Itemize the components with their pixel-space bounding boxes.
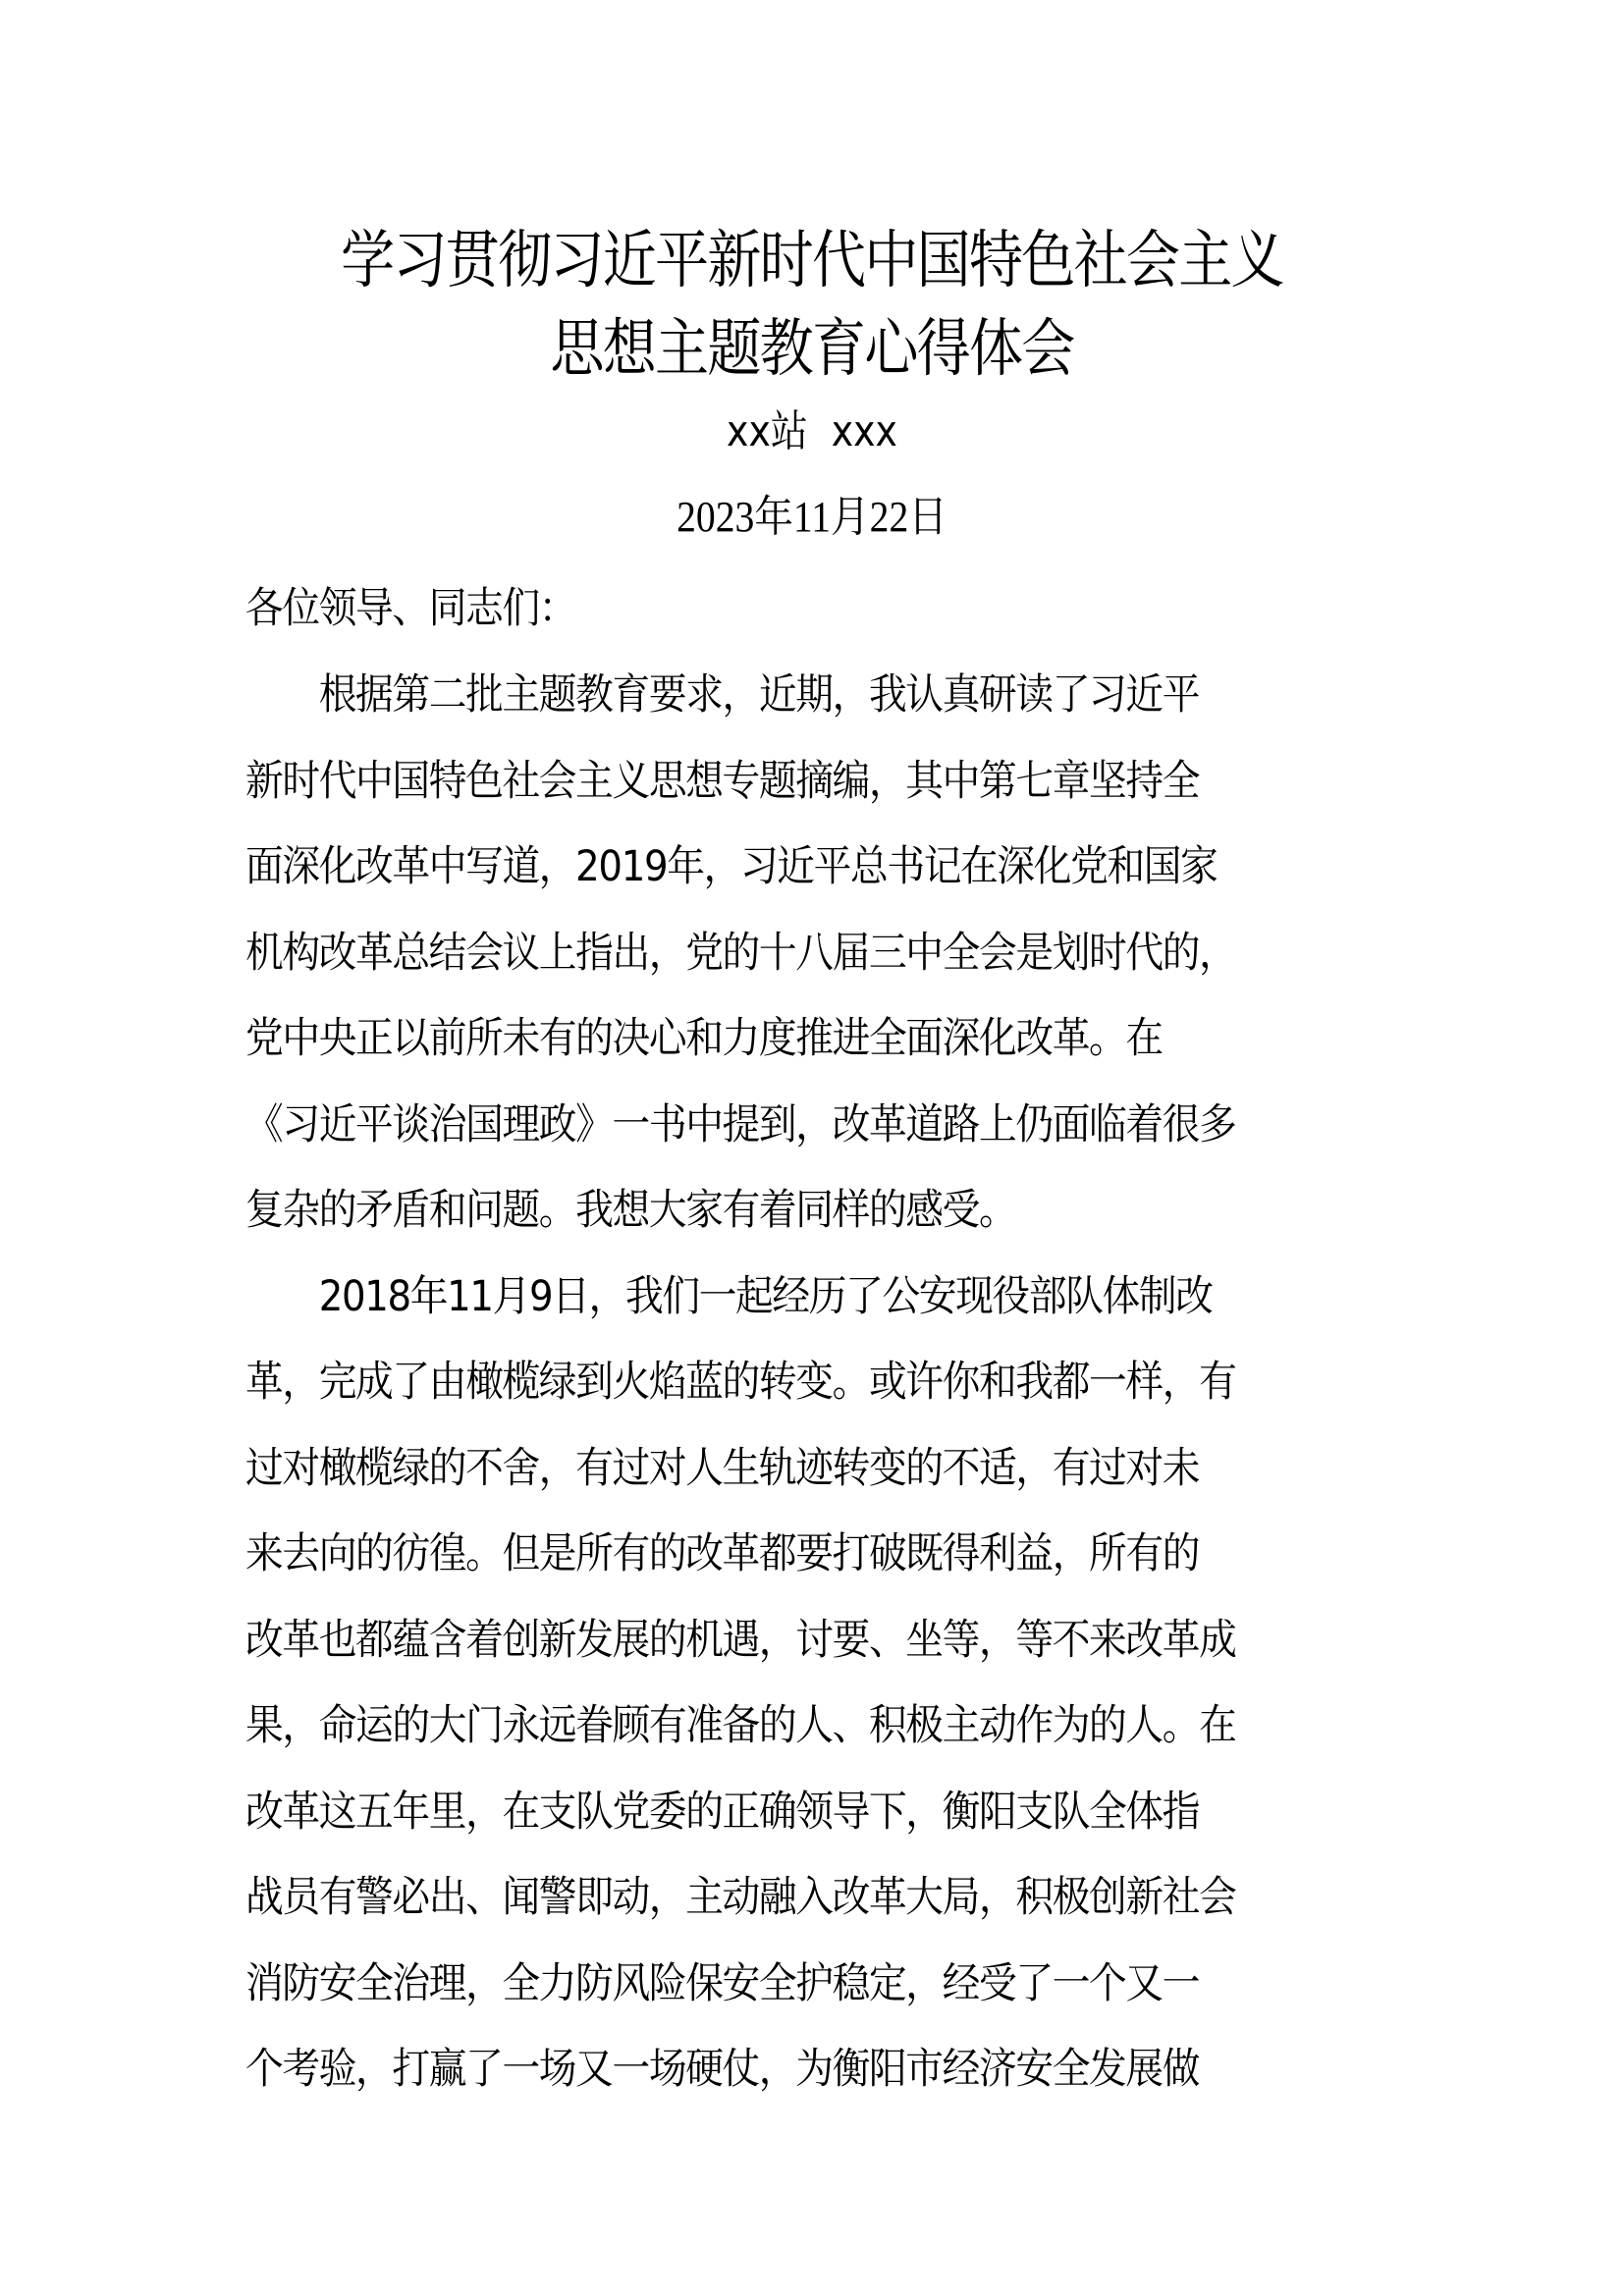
document-title-line-2: 思想主题教育心得体会 bbox=[550, 313, 1074, 386]
body-line: 党中央正以前所未有的决心和力度推进全面深化改革。在 bbox=[245, 1014, 1163, 1063]
body-line: 战员有警必出、闻警即动，主动融入改革大局，积极创新社会 bbox=[245, 1873, 1236, 1922]
body-line: 改革这五年里，在支队党委的正确领导下，衡阳支队全体指 bbox=[245, 1788, 1200, 1837]
body-line: 复杂的矛盾和问题。我想大家有着同样的感受。 bbox=[245, 1186, 1016, 1235]
body-line: 个考验，打赢了一场又一场硬仗，为衡阳市经济安全发展做 bbox=[245, 2045, 1200, 2094]
body-line: 根据第二批主题教育要求，近期，我认真研读了习近平 bbox=[245, 670, 1200, 720]
body-line: 机构改革总结会议上指出，党的十八届三中全会是划时代的， bbox=[245, 929, 1236, 978]
body-line: 过对橄榄绿的不舍，有过对人生轨迹转变的不适，有过对未 bbox=[245, 1444, 1200, 1493]
body-line: 来去向的彷徨。但是所有的改革都要打破既得利益，所有的 bbox=[245, 1529, 1200, 1578]
body-line: 改革也都蕴含着创新发展的机遇，讨要、坐等，等不来改革成 bbox=[245, 1616, 1236, 1665]
document-author: xx站 xxx bbox=[727, 406, 897, 456]
body-line: 新时代中国特色社会主义思想专题摘编，其中第七章坚持全 bbox=[245, 757, 1200, 806]
body-line: 2018年11月9日，我们一起经历了公安现役部队体制改 bbox=[245, 1272, 1213, 1321]
body-line: 消防安全治理，全力防风险保安全护稳定，经受了一个又一 bbox=[245, 1959, 1200, 2008]
salutation: 各位领导、同志们： bbox=[245, 584, 576, 633]
body-line: 《习近平谈治国理政》一书中提到，改革道路上仍面临着很多 bbox=[245, 1100, 1236, 1149]
document-date: 2023年11月22日 bbox=[677, 493, 947, 541]
document-title-line-1: 学习贯彻习近平新时代中国特色社会主义 bbox=[341, 225, 1283, 297]
body-line: 面深化改革中写道，2019年，习近平总书记在深化党和国家 bbox=[245, 842, 1218, 891]
body-line: 革，完成了由橄榄绿到火焰蓝的转变。或许你和我都一样，有 bbox=[245, 1358, 1236, 1407]
body-line: 果，命运的大门永远眷顾有准备的人、积极主动作为的人。在 bbox=[245, 1701, 1236, 1750]
